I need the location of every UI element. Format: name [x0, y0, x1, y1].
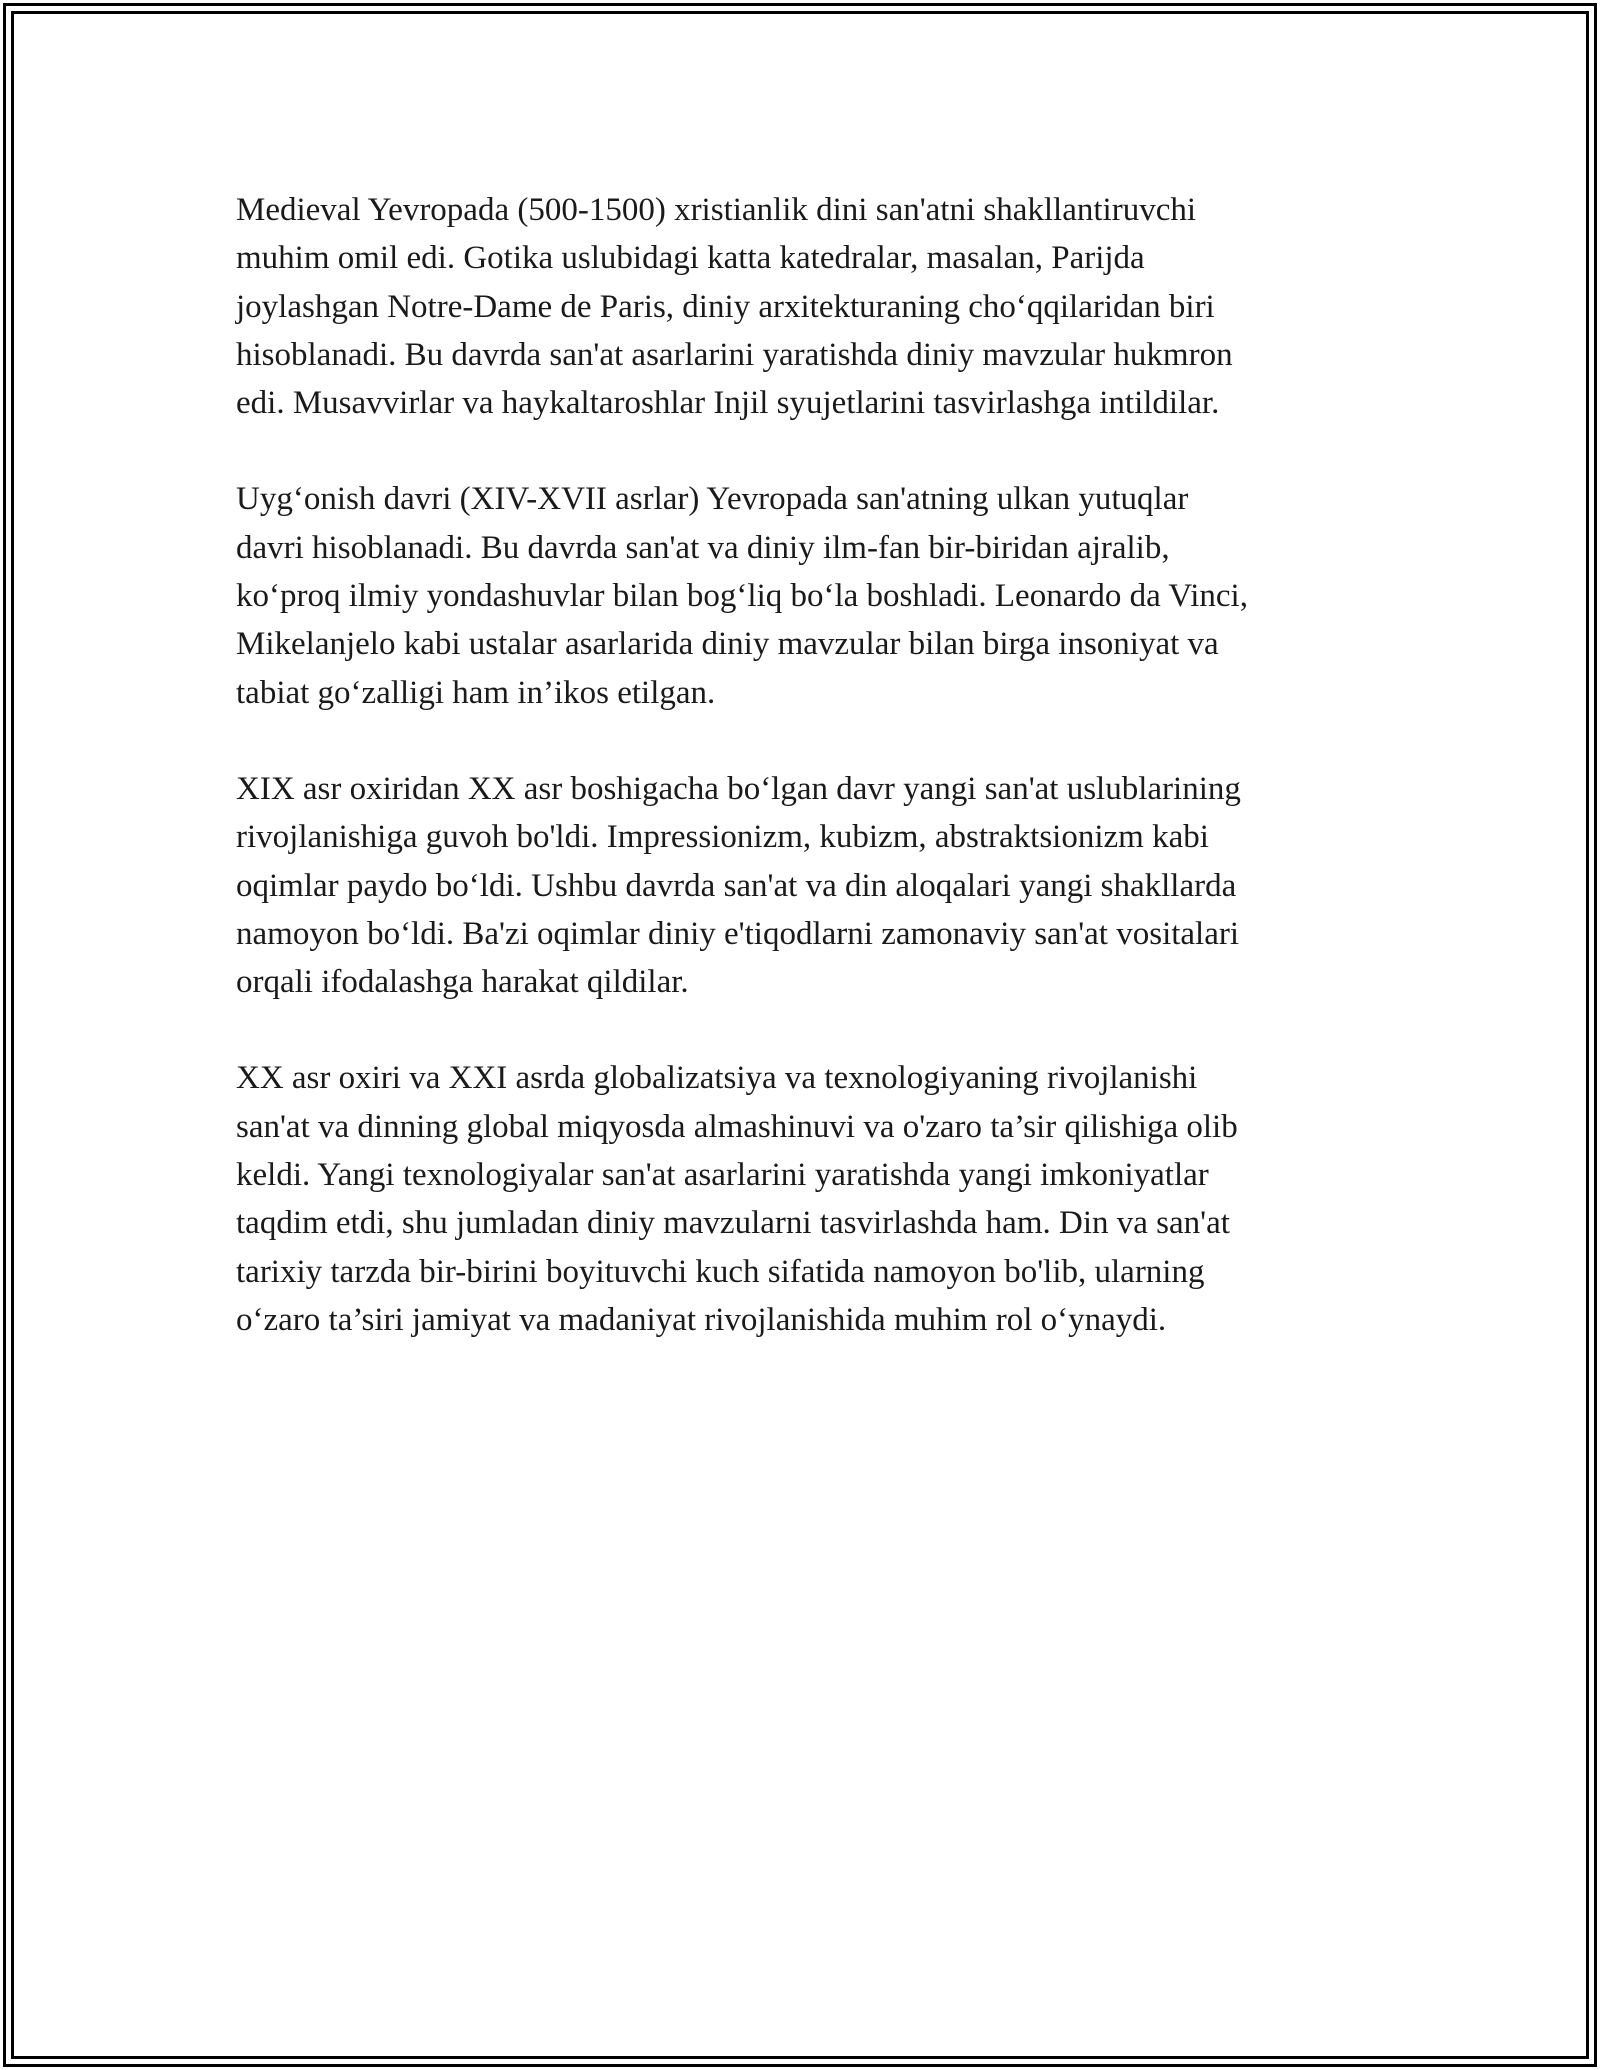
text-line: Uyg‘onish davri (XIV-XVII asrlar) Yevropada san'atning ulkan yutuqlar — [236, 481, 1189, 518]
text-line: taqdim etdi, shu jumladan diniy mavzularni tasvirlashda ham. Din va san'at — [236, 1205, 1230, 1242]
paragraph-contemporary — [236, 1054, 1396, 1344]
text-line: XX asr oxiri va XXI asrda globalizatsiya va texnologiyaning rivojlanishi — [236, 1060, 1198, 1097]
text-line: Medieval Yevropada (500-1500) xristianlik dini san'atni shakllantiruvchi — [236, 192, 1197, 228]
text-line: edi. Musavvirlar va haykaltaroshlar Injil syujetlarini tasvirlashga intildilar. — [236, 385, 1220, 422]
text-line: keldi. Yangi texnologiyalar san'at asarlarini yaratishda yangi imkoniyatlar — [236, 1157, 1209, 1194]
paragraph-renaissance — [236, 475, 1396, 716]
text-line: XIX asr oxiridan XX asr boshigacha bo‘lgan davr yangi san'at uslublarining — [236, 770, 1241, 807]
text-line: orqali ifodalashga harakat qildilar. — [236, 964, 689, 1001]
text-line: san'at va dinning global miqyosda almashinuvi va o'zaro ta’sir qilishiga olib — [236, 1108, 1238, 1145]
text-line: Mikelanjelo kabi ustalar asarlarida diniy mavzular bilan birga insoniyat va — [236, 626, 1219, 663]
text-line: oqimlar paydo bo‘ldi. Ushbu davrda san'at va din aloqalari yangi shakllarda — [236, 867, 1237, 904]
document-body — [236, 186, 1396, 1392]
text-line: rivojlanishiga guvoh bo'ldi. Impressionizm, kubizm, abstraktsionizm kabi — [236, 819, 1209, 856]
text-line: muhim omil edi. Gotika uslubidagi katta katedralar, masalan, Parijda — [236, 240, 1145, 277]
text-line: tarixiy tarzda bir-birini boyituvchi kuch sifatida namoyon bo'lib, ularning — [236, 1253, 1205, 1290]
text-line: davri hisoblanadi. Bu davrda san'at va diniy ilm-fan bir-biridan ajralib, — [236, 529, 1170, 566]
text-line: namoyon bo‘ldi. Ba'zi oqimlar diniy e'tiqodlarni zamonaviy san'at vositalari — [236, 915, 1240, 952]
text-line: joylashgan Notre-Dame de Paris, diniy arxitekturaning cho‘qqilaridan biri — [236, 288, 1215, 325]
text-line: ko‘proq ilmiy yondashuvlar bilan bog‘liq bo‘la boshladi. Leonardo da Vinci, — [236, 578, 1248, 615]
text-line: tabiat go‘zalligi ham in’ikos etilgan. — [236, 674, 716, 711]
text-line: o‘zaro ta’siri jamiyat va madaniyat rivojlanishida muhim rol o‘ynaydi. — [236, 1301, 1167, 1338]
text-line: hisoblanadi. Bu davrda san'at asarlarini yaratishda diniy mavzular hukmron — [236, 336, 1233, 373]
paragraph-modern — [236, 765, 1396, 1006]
paragraph-medieval — [236, 186, 1396, 427]
